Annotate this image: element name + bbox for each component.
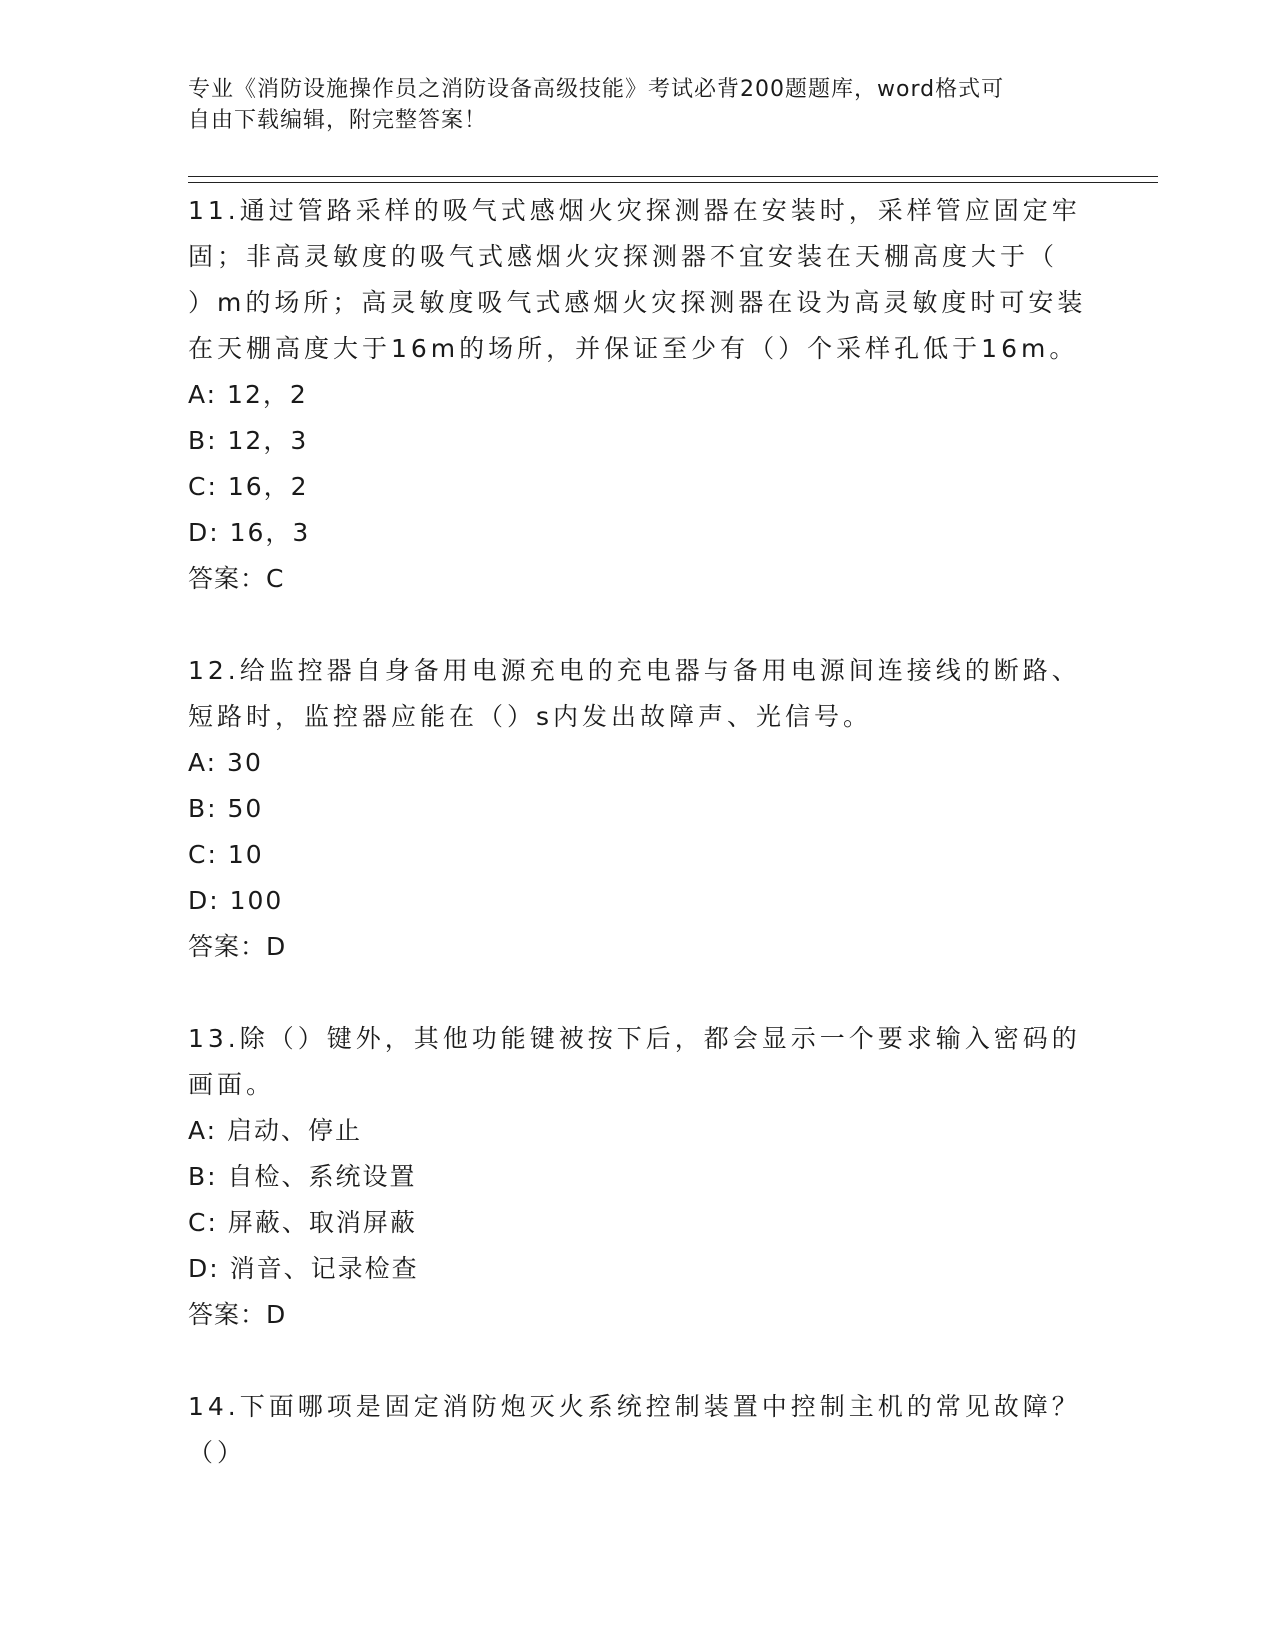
question-line: 画面。 (188, 1070, 276, 1099)
question-line: 12.给监控器自身备用电源充电的充电器与备用电源间连接线的断路、 (188, 656, 1081, 685)
question-line: 短路时，监控器应能在（）s内发出故障声、光信号。 (188, 702, 873, 731)
question-text (188, 648, 1088, 740)
question-text (188, 1384, 1088, 1476)
header-line-2: 自由下载编辑，附完整答案！ (188, 108, 488, 133)
option-a: A: 启动、停止 (188, 1116, 363, 1145)
option-d: D: 100 (188, 886, 284, 915)
question-block (188, 1384, 1088, 1476)
question-block (188, 188, 1088, 602)
option-c: C: 屏蔽、取消屏蔽 (188, 1208, 417, 1237)
document-header (188, 74, 1088, 136)
question-line: ）m的场所；高灵敏度吸气式感烟火灾探测器在设为高灵敏度时可安装 (188, 288, 1087, 317)
question-line: 固；非高灵敏度的吸气式感烟火灾探测器不宜安装在天棚高度大于（ (188, 242, 1059, 271)
answer: 答案：D (188, 1300, 287, 1329)
question-block (188, 1016, 1088, 1338)
header-divider-top (188, 176, 1158, 177)
question-line: 在天棚高度大于16m的场所，并保证至少有（）个采样孔低于16m。 (188, 334, 1079, 363)
question-line: （） (188, 1438, 247, 1467)
option-b: B: 12，3 (188, 426, 309, 455)
answer: 答案：D (188, 932, 287, 961)
option-a: A: 12，2 (188, 380, 308, 409)
option-b: B: 自检、系统设置 (188, 1162, 417, 1191)
option-c: C: 10 (188, 840, 264, 869)
question-line: 11.通过管路采样的吸气式感烟火灾探测器在安装时，采样管应固定牢 (188, 196, 1081, 225)
question-text (188, 188, 1088, 372)
header-line-1: 专业《消防设施操作员之消防设备高级技能》考试必背200题题库，word格式可 (188, 77, 1005, 102)
question-line: 14.下面哪项是固定消防炮灭火系统控制装置中控制主机的常见故障？ (188, 1392, 1081, 1421)
option-d: D: 16，3 (188, 518, 311, 547)
question-list (188, 188, 1088, 1522)
question-block (188, 648, 1088, 970)
option-a: A: 30 (188, 748, 263, 777)
option-b: B: 50 (188, 794, 264, 823)
option-d: D: 消音、记录检查 (188, 1254, 419, 1283)
answer: 答案：C (188, 564, 285, 593)
option-c: C: 16，2 (188, 472, 309, 501)
header-divider-bottom (188, 182, 1158, 183)
question-line: 13.除（）键外，其他功能键被按下后，都会显示一个要求输入密码的 (188, 1024, 1081, 1053)
question-text (188, 1016, 1088, 1108)
